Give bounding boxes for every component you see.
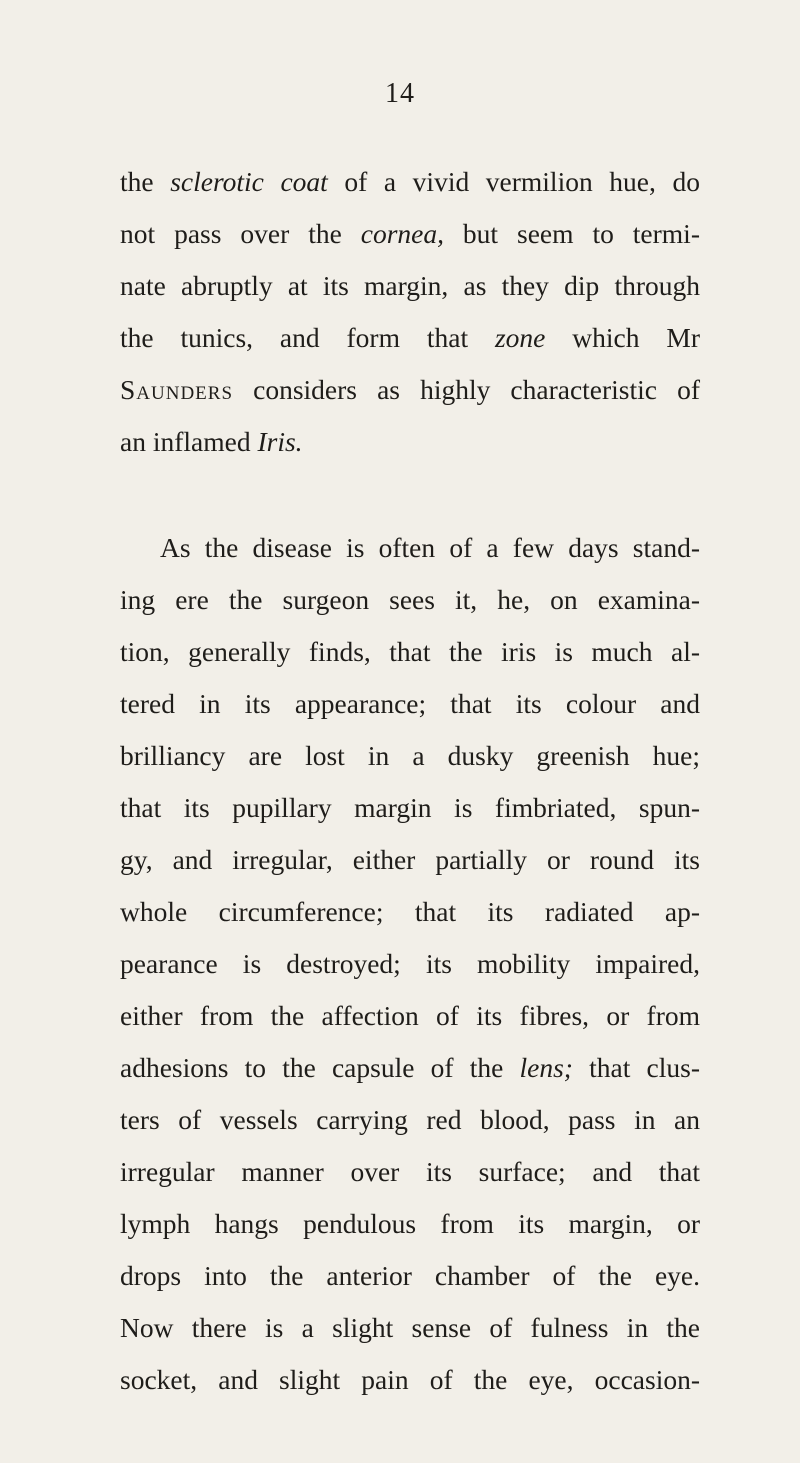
text-line: the sclerotic coat of a vivid vermilion hue, do — [120, 166, 700, 197]
text-line: ters of vessels carrying red blood, pass in an — [120, 1104, 700, 1135]
text-line: gy, and irregular, either partially or round its — [120, 844, 700, 875]
text-line: socket, and slight pain of the eye, occasion- — [120, 1364, 700, 1395]
text-line: brilliancy are lost in a dusky greenish hue; — [120, 740, 700, 771]
text-line: tered in its appearance; that its colour and — [120, 688, 700, 719]
text-line: tion, generally finds, that the iris is much al- — [120, 636, 700, 667]
text-line: adhesions to the capsule of the lens; that clus- — [120, 1052, 701, 1083]
text-line: ing ere the surgeon sees it, he, on examina- — [120, 584, 700, 615]
text-line: pearance is destroyed; its mobility impaired, — [120, 948, 700, 979]
text-line: Now there is a slight sense of fulness in the — [120, 1312, 700, 1343]
text-line: Saunders considers as highly characteristic of — [120, 374, 700, 405]
text-line: an inflamed Iris. — [120, 426, 303, 457]
text-line: lymph hangs pendulous from its margin, or — [120, 1208, 700, 1239]
paragraph-2 — [120, 522, 700, 1406]
text-line: that its pupillary margin is fimbriated, spun- — [120, 792, 700, 823]
text-line: not pass over the cornea, but seem to termi- — [120, 218, 700, 249]
text-line: either from the affection of its fibres, or from — [120, 1000, 700, 1031]
text-line: As the disease is often of a few days stand- — [160, 532, 700, 563]
text-line: whole circumference; that its radiated ap- — [120, 896, 700, 927]
paragraph-1 — [120, 156, 700, 468]
text-line: nate abruptly at its margin, as they dip through — [120, 270, 700, 301]
text-line: drops into the anterior chamber of the eye. — [120, 1260, 700, 1291]
text-line: the tunics, and form that zone which Mr — [120, 322, 700, 353]
text-line: irregular manner over its surface; and that — [120, 1156, 700, 1187]
page-number: 14 — [385, 78, 415, 109]
